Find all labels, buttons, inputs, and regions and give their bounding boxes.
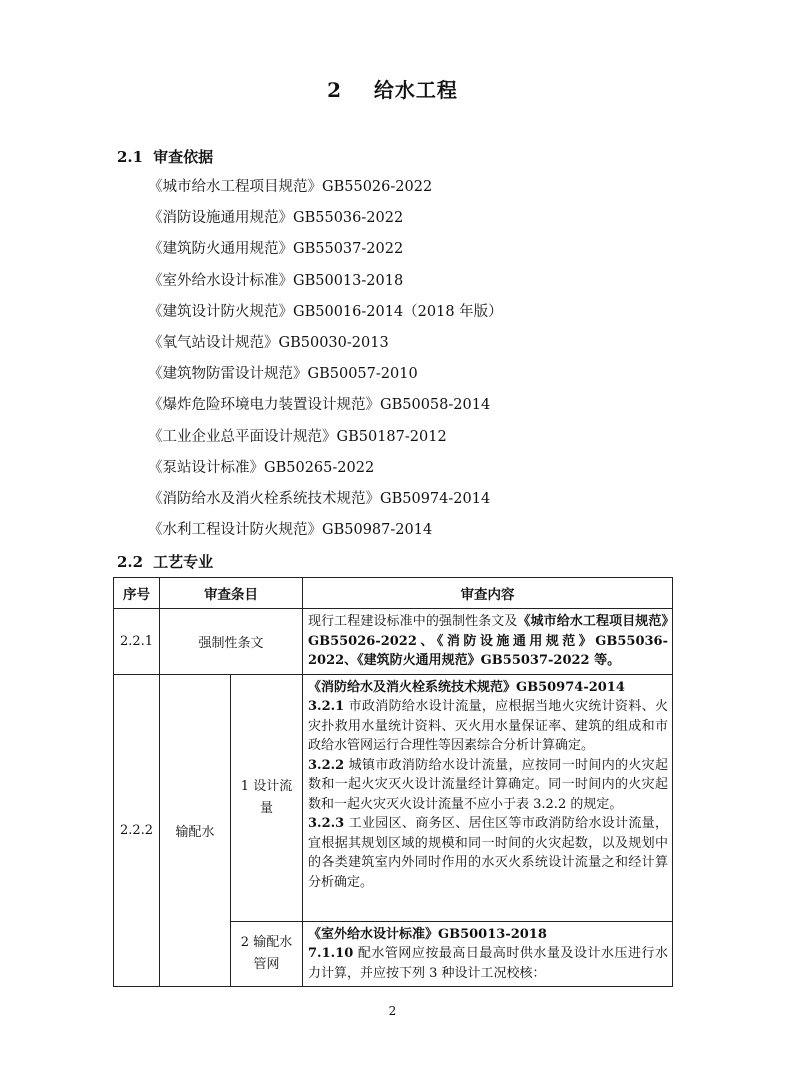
header-content: 审查内容: [303, 578, 673, 609]
row-item: 输配水: [160, 674, 231, 987]
chapter-title: 给水工程: [373, 78, 458, 102]
reference-list: [148, 176, 503, 550]
row-item: 强制性条文: [160, 609, 303, 675]
section-number: 2.2: [117, 553, 144, 571]
row-number: 2.2.1: [114, 609, 160, 675]
subitem-label: 2 输配水管网: [231, 921, 303, 987]
reference-item: 《城市给水工程项目规范》GB55026-2022: [148, 179, 433, 195]
reference-item: 《泵站设计标准》GB50265-2022: [148, 459, 375, 476]
clause-text: 市政消防给水设计流量，应根据当地火灾统计资料、火灾扑救用水量统计资料、灭火用水量保证率、建筑的组成和市政给水管网运行合理性等因素综合分析计算确定。: [308, 699, 668, 753]
table-row: [114, 674, 673, 921]
reference-item: 《建筑设计防火规范》GB50016-2014（2018 年版）: [148, 303, 503, 320]
section-title: 工艺专业: [153, 553, 214, 571]
header-no: 序号: [114, 578, 160, 609]
clause-text: 城镇市政消防给水设计流量，应按同一时间内的火灾起数和一起火灾灭火设计流量经计算确定。同一时间内的火灾起数和一起火灾灭火设计流量不应小于表 3.2.2 的规定。: [308, 757, 668, 812]
reference-item: 《氧气站设计规范》GB50030-2013: [148, 334, 389, 351]
clause-text: 工业园区、商务区、居住区等市政消防给水设计流量，宜根据其规划区域的规模和同一时间的火灾起数，以及规划中的各类建筑室内外同时作用的水灭火系统设计流量之和经计算分析确定。: [308, 816, 668, 890]
page-number: 2: [388, 1004, 397, 1018]
clause-number: 3.2.3: [308, 816, 345, 831]
row-number: 2.2.2: [114, 674, 160, 987]
reference-item: 《室外给水设计标准》GB50013-2018: [148, 272, 404, 289]
reference-item: 《爆炸危险环境电力装置设计规范》GB50058-2014: [148, 397, 491, 414]
section-heading-process: [117, 551, 213, 572]
clause: [308, 756, 668, 815]
row-content: [303, 921, 673, 987]
table-row: [114, 609, 673, 675]
page-title: [0, 74, 785, 103]
section-number: 2.1: [117, 148, 144, 166]
clause-number: 3.2.1: [308, 699, 345, 714]
subitem-label: 1 设计流量: [231, 674, 303, 921]
reference-item: 《建筑物防雷设计规范》GB50057-2010: [148, 366, 418, 383]
reference-item: 《水利工程设计防火规范》GB50987-2014: [148, 522, 433, 539]
chapter-number: 2: [327, 78, 343, 102]
clause: [308, 697, 668, 756]
table-header-row: [114, 578, 673, 609]
clause-number: 7.1.10: [308, 946, 354, 961]
review-table: [113, 577, 673, 987]
content-text: 现行工程建设标准中的强制性条文及: [308, 614, 518, 629]
reference-item: 《消防设施通用规范》GB55036-2022: [148, 210, 404, 227]
row-content: [303, 674, 673, 921]
reference-item: 《消防给水及消火栓系统技术规范》GB50974-2014: [148, 490, 491, 507]
clause: [308, 814, 668, 892]
reference-item: 《建筑防火通用规范》GB55037-2022: [148, 241, 404, 258]
reference-item: 《工业企业总平面设计规范》GB50187-2012: [148, 428, 447, 445]
clause-text: 配水管网应按最高日最高时供水量及设计水压进行水力计算，并应按下列 3 种设计工况校核：: [308, 946, 668, 981]
header-item: 审查条目: [160, 578, 303, 609]
standard-title: 《室外给水设计标准》GB50013-2018: [308, 926, 547, 942]
content-standards: 《城市给水工程项目规范》GB55026-2022、《消防设施通用规范》GB55036-2022、《建筑防火通用规范》GB55037-2022 等。: [308, 614, 668, 668]
section-heading-review-basis: [117, 146, 213, 167]
section-title: 审查依据: [153, 148, 214, 166]
clause: [308, 944, 668, 983]
standard-title: 《消防给水及消火栓系统技术规范》GB50974-2014: [308, 679, 625, 695]
row-content: [303, 609, 673, 675]
clause-number: 3.2.2: [308, 757, 345, 773]
